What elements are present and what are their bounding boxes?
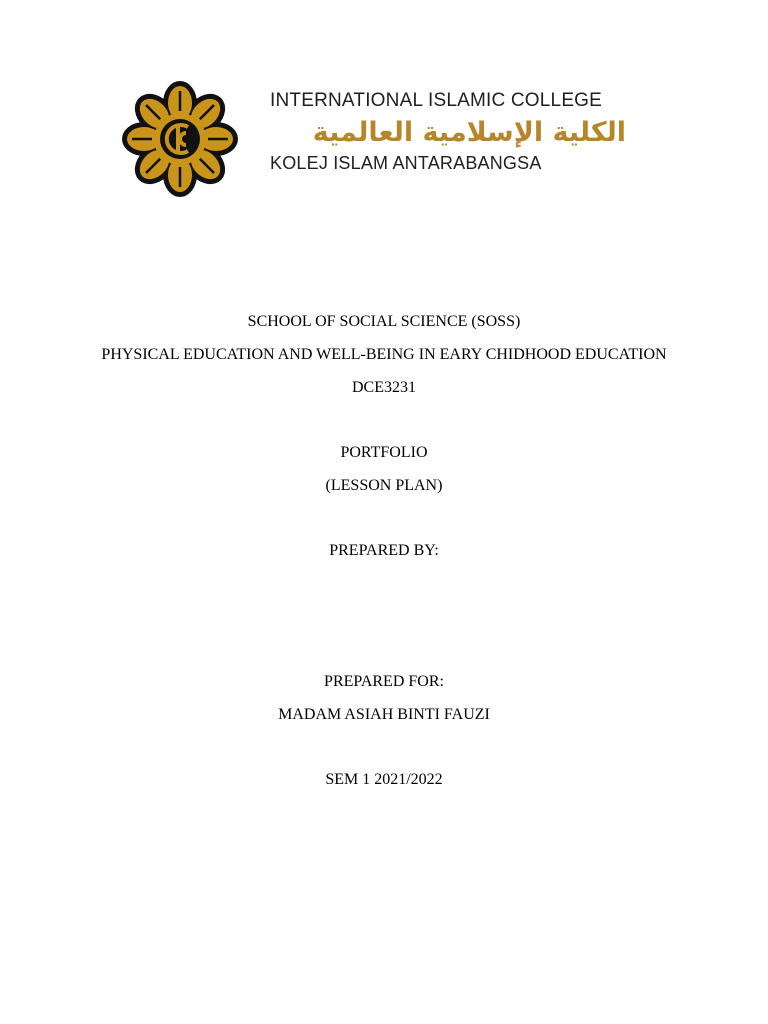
school-name: SCHOOL OF SOCIAL SCIENCE (SOSS): [247, 313, 521, 330]
document-type: PORTFOLIO: [340, 444, 428, 461]
semester: SEM 1 2021/2022: [325, 771, 443, 788]
prepared-by-label: PREPARED BY:: [329, 542, 439, 559]
college-logo-header: [118, 78, 638, 198]
lecturer-name: MADAM ASIAH BINTI FAUZI: [278, 706, 490, 723]
flower-emblem-icon: [118, 81, 242, 197]
course-code: DCE3231: [352, 379, 416, 396]
college-wordmark: [270, 90, 640, 174]
college-name-english: INTERNATIONAL ISLAMIC COLLEGE: [270, 90, 603, 111]
college-name-arabic: الكلية الإسلامية العالمية: [312, 117, 626, 148]
prepared-for-label: PREPARED FOR:: [324, 673, 444, 690]
document-subtype: (LESSON PLAN): [325, 477, 443, 494]
college-name-malay: KOLEJ ISLAM ANTARABANGSA: [270, 153, 542, 173]
course-title: PHYSICAL EDUCATION AND WELL-BEING IN EARY CHIDHOOD EDUCATION: [101, 346, 667, 363]
